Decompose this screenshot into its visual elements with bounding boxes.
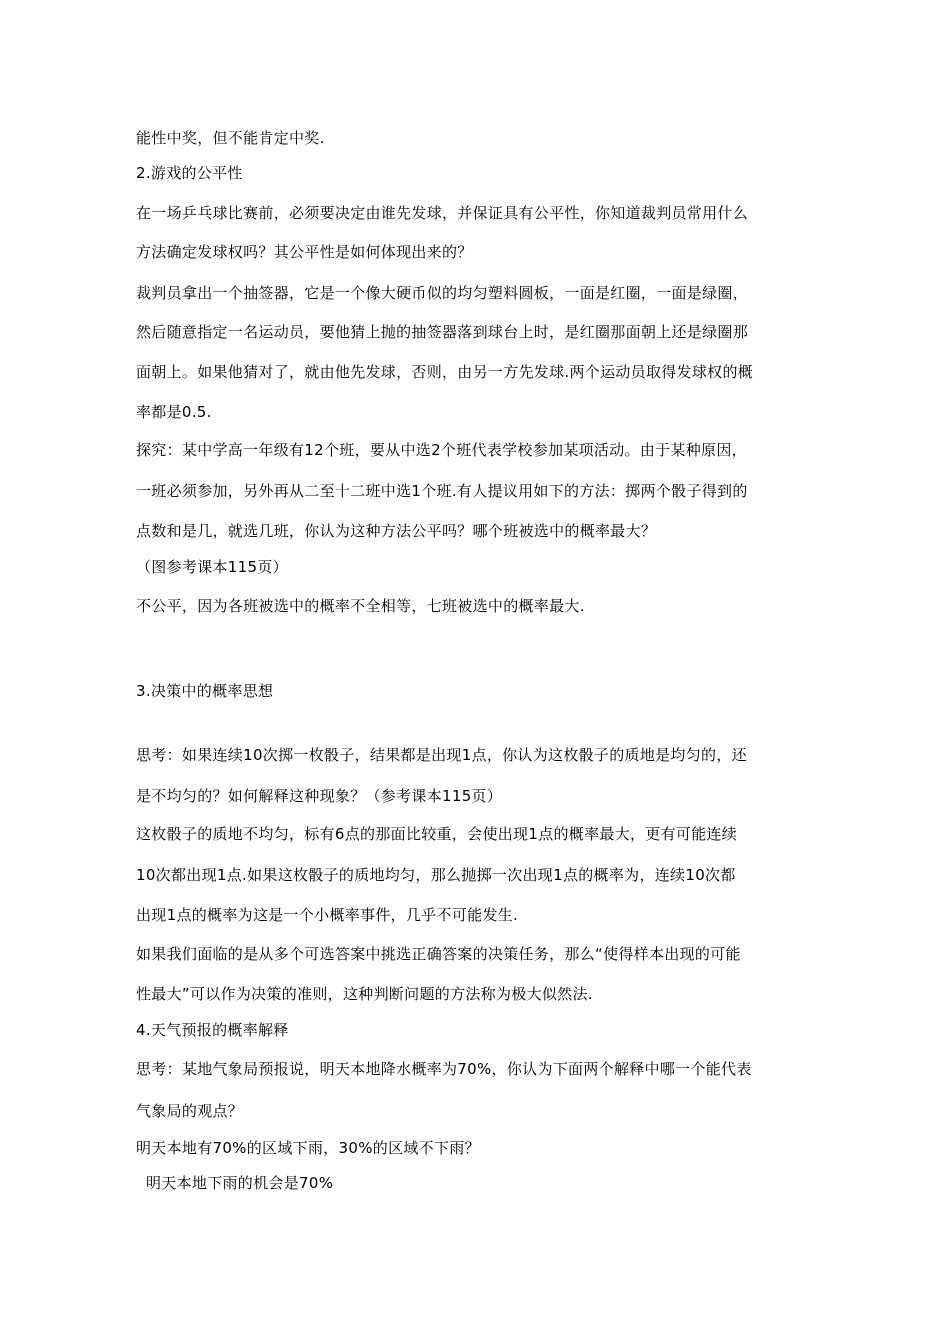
text-line: 气象局的观点？ <box>136 1102 244 1120</box>
text-line: 面朝上。如果他猜对了，就由他先发球，否则，由另一方先发球.两个运动员取得发球权的概 <box>136 363 754 381</box>
text-line: （图参考课本115页） <box>136 558 288 576</box>
text-line: 能性中奖，但不能肯定中奖. <box>136 129 325 147</box>
text-line: 一班必须参加，另外再从二至十二班中选1个班.有人提议用如下的方法：掷两个骰子得到的 <box>136 482 748 500</box>
text-line: 然后随意指定一名运动员，要他猜上抛的抽签器落到球台上时，是红圈那面朝上还是绿圈那 <box>136 323 749 341</box>
text-line: 性最大”可以作为决策的准则，这种判断问题的方法称为极大似然法. <box>136 985 593 1003</box>
text-line: 裁判员拿出一个抽签器，它是一个像大硬币似的均匀塑料圆板，一面是红圈，一面是绿圈， <box>136 284 749 302</box>
text-line: 在一场乒乓球比赛前，必须要决定由谁先发球，并保证具有公平性，你知道裁判员常用什么 <box>136 204 749 222</box>
text-line: 明天本地下雨的机会是70% <box>146 1174 334 1192</box>
text-line: 10次都出现1点.如果这枚骰子的质地均匀，那么抛掷一次出现1点的概率为，连续10次都 <box>136 866 736 884</box>
text-line: 是不均匀的？如何解释这种现象？（参考课本115页） <box>136 787 503 805</box>
text-line: 点数和是几，就选几班，你认为这种方法公平吗？哪个班被选中的概率最大？ <box>136 522 657 540</box>
text-line: 思考：如果连续10次掷一枚骰子，结果都是出现1点，你认为这枚骰子的质地是均匀的，还 <box>136 746 747 764</box>
text-line: 这枚骰子的质地不均匀，标有6点的那面比较重，会使出现1点的概率最大，更有可能连续 <box>136 825 738 843</box>
text-line: 率都是0.5. <box>136 403 212 421</box>
section-heading-decision: 3.决策中的概率思想 <box>136 682 274 700</box>
text-line: 不公平，因为各班被选中的概率不全相等，七班被选中的概率最大. <box>136 597 585 615</box>
text-line: 思考：某地气象局预报说，明天本地降水概率为70%，你认为下面两个解释中哪一个能代表 <box>136 1060 752 1078</box>
text-line: 探究：某中学高一年级有12个班，要从中选2个班代表学校参加某项活动。由于某种原因， <box>136 441 747 459</box>
text-line: 方法确定发球权吗？其公平性是如何体现出来的？ <box>136 243 473 261</box>
text-line: 明天本地有70%的区域下雨，30%的区域不下雨？ <box>136 1139 480 1157</box>
text-line: 如果我们面临的是从多个可选答案中挑选正确答案的决策任务，那么“使得样本出现的可能 <box>136 945 741 963</box>
section-heading-fairness: 2.游戏的公平性 <box>136 164 243 182</box>
section-heading-weather: 4.天气预报的概率解释 <box>136 1021 289 1039</box>
text-line: 出现1点的概率为这是一个小概率事件，几乎不可能发生. <box>136 906 519 924</box>
